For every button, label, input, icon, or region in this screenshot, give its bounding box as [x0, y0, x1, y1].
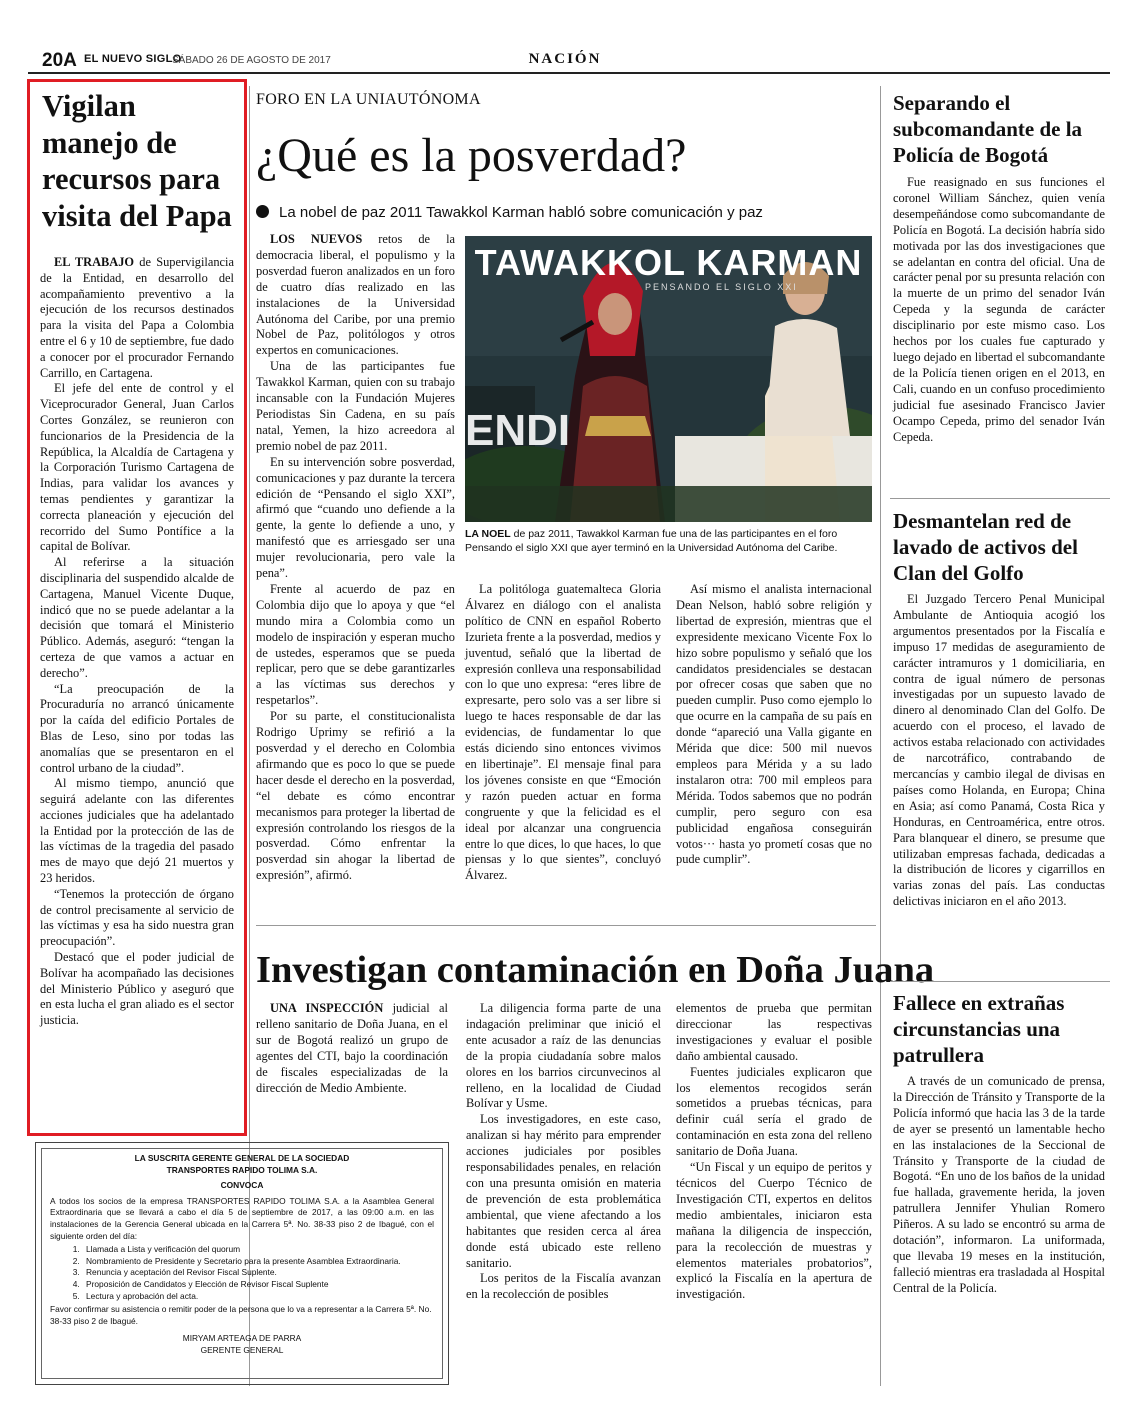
paragraph: “La preocupación de la Procuraduría no arrancó únicamente por la caída del edificio Portales de Blas de Leso, sino por todas las anomalías que se presentaron en el control urbano de la ciudad”. — [40, 681, 234, 775]
paragraph: Fuentes judiciales explicaron que los elementos recogidos serán sometidos a pruebas técnicas, para definir cuál sería el grado de contaminación en esta zona del relleno sanitario de Doña Juana. — [676, 1064, 872, 1159]
legal-notice-ad — [35, 1142, 449, 1385]
right-story2-body — [893, 592, 1105, 910]
story-divider — [256, 925, 876, 926]
event-photo — [465, 236, 872, 522]
main-story-headline: ¿Qué es la posverdad? — [256, 129, 687, 182]
story-divider — [890, 981, 1110, 982]
left-story-body — [40, 255, 234, 1029]
juana-story-headline: Investigan contaminación en Doña Juana — [256, 949, 935, 991]
ad-signer-title: GERENTE GENERAL — [200, 1344, 284, 1355]
photo-side-text: ENDI — [465, 406, 571, 455]
paragraph: elementos de prueba que permitan direccionar las respectivas investigaciones y evaluar el posible daño ambiental causado. — [676, 1001, 872, 1063]
paragraph: A través de un comunicado de prensa, la Dirección de Tránsito y Transporte de la Policía informó que hacia las 3 de la tarde de ayer se presentó un lamentable hecho en las instalaciones de la Seccional de Tránsito y Transporte de la ciudad de Bogotá. “En uno de los baños de la unidad fue hallada, gravemente herida, la joven patrullera Jennifer Yhulian Romero Piñeros. A su lado se encontró su arma de dotación”, informaron. La uniformada, que llevaba 19 meses en la institución, falleció mientras era trasladada al Hospital Central de la Policía. — [893, 1074, 1105, 1295]
paragraph: Al mismo tiempo, anunció que seguirá adelante con las diferentes acciones judiciales que ha adelantado la Entidad por la protección de las de las víctimas de la tragedia del pasado mes de mayo que dejó 21 muertos y 23 heridos. — [40, 776, 234, 886]
ad-title-line2: TRANSPORTES RAPIDO TOLIMA S.A. — [166, 1164, 318, 1175]
right-story3-body — [893, 1074, 1105, 1297]
paragraph: La diligencia forma parte de una indagación preliminar que inició el ente acusador a raíz de las denuncias de la propia ciudadanía sobre malos olores en los barrios circunvecinos al relleno, en la localidad de Ciudad Bolívar y Usme. — [466, 1001, 661, 1111]
story-divider — [890, 498, 1110, 499]
ad-agenda-list — [50, 1244, 442, 1302]
juana-story-col1 — [256, 1001, 448, 1096]
ad-footer: Favor confirmar su asistencia o remitir poder de la persona que lo va a representar a la Carrera 5ª. No. 38-33 piso 2 de Ibagué. — [50, 1304, 432, 1326]
paragraph: Los investigadores, en este caso, analizan si hay mérito para emprender acciones judiciales por posibles responsabilidades penales, en relación con una presunta omisión en materia de prevención de esta problemática ambiental, que viene afectando a los habitantes que residen cerca al área donde está ubicado este relleno sanitario. — [466, 1112, 661, 1270]
lead-in: LOS NUEVOS — [270, 232, 363, 246]
bullet-icon — [256, 205, 269, 218]
right-story1-body — [893, 175, 1105, 445]
ad-agenda-item: 4. Proposición de Candidatos y Elección de Revisor Fiscal Suplente — [82, 1279, 442, 1291]
main-story-col1 — [256, 232, 455, 884]
paragraph: “Un Fiscal y un equipo de peritos y técnicos del Cuerpo Técnico de Investigación CTI, expertos en delitos medio ambientales, iniciaron esta mañana la diligencia de inspección, para la recolección de muestras y elementos materiales probatorios”, explicó la Fiscalía en la apertura de investigación. — [676, 1160, 872, 1302]
publication-date: SÁBADO 26 DE AGOSTO DE 2017 — [172, 55, 331, 66]
ad-signer: MIRYAM ARTEAGA DE PARRA — [182, 1333, 302, 1344]
paragraph: Frente al acuerdo de paz en Colombia dijo que lo apoya y que “el mundo mira a Colombia como un modelo de inspiración y esperan mucho de ustedes, esperamos que se pueda replicar, pero que se debe garantizarles a las víctimas sus derechos y respetarlos”. — [256, 581, 455, 708]
right-story2-headline: Desmantelan red de lavado de activos del Clan del Golfo — [893, 509, 1078, 585]
header-rule — [28, 72, 1110, 74]
paragraph: EL TRABAJO de Supervigilancia de la Entidad, en desarrollo del acompañamiento preventivo a la ejecución de los recursos destinados para la visita del Papa a Colombia entre el 6 y 10 de septiembre, fue dado a conocer por el procurador Fernando Carrillo, en Cartagena. — [40, 255, 234, 380]
column-rule — [880, 86, 881, 1386]
paragraph: Los peritos de la Fiscalía avanzan en la recolección de posibles — [466, 1271, 661, 1302]
paragraph: El Juzgado Tercero Penal Municipal Ambulante de Antioquia acogió los argumentos presentados por la Fiscalía e impuso 17 medidas de aseguramiento de carácter intramuros y 1 domiciliaria, en contra de igual número de personas investigadas por un supuesto lavado de dinero al denominado Clan del Golfo. De acuerdo con el proceso, el lavado de activos estaba relacionado con actividades de narcotráfico, contrabando de mercancías y cambio ilegal de divisas en países como Holanda, en Europa; China en Asia; así como Panamá, Costa Rica y Honduras, en Centroamérica, entre otros. Para blanquear el dinero, se presume que utilizaban empresas fachada, dedicadas a la distribución de licores y cigarrillos en varias zonas del país. Las conductas delictivas iniciaron en el año 2013. — [893, 592, 1105, 909]
juana-story-col2 — [466, 1001, 661, 1303]
ad-agenda-item: 1. Llamada a Lista y verificación del quorum — [82, 1244, 442, 1256]
left-story-headline: Vigilan manejo de recursos para visita del Papa — [42, 89, 232, 233]
caption-lead: LA NOEL — [465, 528, 511, 540]
paragraph: “Tenemos la protección de órgano de control precisamente al servicio de las víctimas y esa ha sido nuestra gran preocupación”. — [40, 886, 234, 949]
main-story-subhead — [256, 204, 876, 221]
ad-agenda-item: 5. Lectura y aprobación del acta. — [82, 1291, 442, 1303]
ad-agenda-item: 3. Renuncia y aceptación del Revisor Fiscal Suplente. — [82, 1267, 442, 1279]
paragraph: En su intervención sobre posverdad, comunicaciones y paz durante la tercera edición de “Pensando el siglo XXI”, afirmó que “cuando uno defiende a la gente, la gente lo defiende a uno, y manifestó que es arriesgado ser una mujer revolucionaria, pero vale la pena”. — [256, 454, 455, 581]
paragraph: Destacó que el poder judicial de Bolívar ha acompañado las decisiones del Ministerio Público y aseguró que en esta lucha el gran aliado es el sector justicia. — [40, 950, 234, 1028]
lead-in: UNA INSPECCIÓN — [270, 1001, 384, 1015]
ad-agenda-item: 2. Nombramiento de Presidente y Secretario para la presente Asamblea Extraordinaria. — [82, 1256, 442, 1268]
paragraph: El jefe del ente de control y el Viceprocurador General, Juan Carlos Cortes González, se reunieron con funcionarios de la Presidencia de la República, la Alcaldía de Cartagena y la Corporación Turismo Cartagena de Indias, para validar los avances y temas pendientes y garantizar la correcta planeación y ejecución del recorrido del Sumo Pontífice a la capital de Bolívar. — [40, 381, 234, 554]
paragraph: Fue reasignado en sus funciones el coronel William Sánchez, quien venía desempeñándose como subcomandante de Policía en Bogotá. La decisión habría sido motivada por las dos investigaciones que se adelantan en contra del oficial. Una de carácter penal por su presunta relación con la muerte de un primo del senador Iván Cepeda y la segunda de carácter disciplinario por este mismo caso. Los hechos por los cuales fue capturado y luego dejado en libertad el subcomandante de la Policía tienen origen en el 2013, en Cali, cuando en un confuso procedimiento judicial fue asesinado Francisco Javier Ocampo Cepeda, primo del senador Iván Cepeda. — [893, 175, 1105, 444]
main-story-col2 — [465, 582, 661, 884]
juana-story-col3 — [676, 1001, 872, 1303]
paragraph: UNA INSPECCIÓN judicial al relleno sanitario de Doña Juana, en el sur de Bogotá realizó un grupo de agentes del CTI, bajo la coordinación de fiscales especializadas de la dirección de Medio Ambiente. — [256, 1001, 448, 1095]
ad-title-line1: LA SUSCRITA GERENTE GENERAL DE LA SOCIEDAD — [134, 1153, 350, 1163]
paragraph: Al referirse a la situación disciplinaria del suspendido alcalde de Cartagena, Manuel Vicente Duque, indicó que no se puede adelantar a la decisión que tomará el Ministerio Público. Además, aseguró: “tengan la certeza de que vamos a actuar en derecho”. — [40, 555, 234, 680]
paragraph: La politóloga guatemalteca Gloria Álvarez en diálogo con el analista político de CNN en español Roberto Izurieta frente a la posverdad, medios y juventud, señaló que la libertad de expresión conlleva una responsabilidad con lo que uno expresa: “eres libre de expresarte, pero solo vas a ser libre si luego te haces responsable de dar las evidencias, de fundamentar lo que estás diciendo sino entonces vivimos en libertinaje”. El mensaje final para los jóvenes consiste en que “Emoción y razón pueden actuar en forma congruente y que la felicidad es el ideal por alcanzar una congruencia entre lo que dices, lo que haces, lo que piensas y lo que sientes”, concluyó Álvarez. — [465, 582, 661, 883]
ad-convoca: CONVOCA — [220, 1180, 264, 1191]
paragraph: Por su parte, el constitucionalista Rodrigo Uprimy se refirió a la posverdad y el derecho en Colombia afirmando que es poco lo que se puede hacer desde el derecho en la posverdad, “el debate es cómo encontrar mecanismos para proteger la libertad de expresión controlando los riesgos de la posverdad. Cómo enfrentar la posverdad sin ahogar la libertad de expresión”, afirmó. — [256, 709, 455, 883]
page-number: 20A — [42, 50, 77, 71]
ad-body: A todos los socios de la empresa TRANSPORTES RAPIDO TOLIMA S.A. a la Asamblea General Extraordinaria que se llevará a cabo el día 5 de septiembre de 2017, a las 09:00 a.m. en las instalaciones de la Gerencia General ubicada en la Carrera 5ª. No. 38-33 piso 2 de Ibagué, con el siguiente orden del día: — [50, 1195, 434, 1241]
lead-in: EL TRABAJO — [54, 255, 135, 269]
paragraph: Así mismo el analista internacional Dean Nelson, habló sobre religión y libertad de expresión, mientras que el expresidente mexicano Vicente Fox lo hizo sobre populismo y señaló que los candidatos presidenciales se destacan por ofrecer cosas que saben que no pueden cumplir. Puso como ejemplo lo que ocurre en la campaña de su país en donde “apareció una Valla gigante en Mérida que dice: 500 mil nuevos empleos para Mérida y a su lado instalaron otra: 700 mil empleos para Mérida. Todos sabemos que no podrán cumplir, pero seguro con esa publicidad engañosa conseguirán votos··· hasta yo prometí cosas que no pude cumplir”. — [676, 582, 872, 867]
right-story1-headline: Separando el subcomandante de la Policía de Bogotá — [893, 91, 1083, 167]
main-story-kicker: FORO EN LA UNIAUTÓNOMA — [256, 91, 481, 108]
newspaper-name: EL NUEVO SIGLO — [84, 53, 182, 65]
paragraph: LOS NUEVOS retos de la democracia liberal, el populismo y la posverdad fueron analizados en un foro de cuatro días realizado en las instalaciones de la Universidad Autónoma del Caribe, por una premio Nobel de Paz, politólogos y otros expertos en comunicaciones. — [256, 232, 456, 358]
paragraph: Una de las participantes fue Tawakkol Karman, quien con su trabajo incansable con la Fundación Mujeres Periodistas Sin Cadena, en su país natal, Yemen, la hizo acreedora al premio nobel de paz 2011. — [256, 359, 455, 453]
main-story-col3 — [676, 582, 872, 868]
subhead-text: La nobel de paz 2011 Tawakkol Karman habló sobre comunicación y paz — [279, 204, 763, 221]
caption-text: de paz 2011, Tawakkol Karman fue una de las participantes en el foro Pensando el siglo XXI que ayer terminó en la Universidad Autónoma del Caribe. — [465, 528, 838, 554]
photo-caption — [465, 527, 870, 555]
section-title: NACIÓN — [528, 51, 602, 67]
photo-banner-subtext: PENSANDO EL SIGLO XXI — [645, 282, 798, 292]
right-story3-headline: Fallece en extrañas circunstancias una patrullera — [893, 991, 1065, 1067]
photo-banner-text: TAWAKKOL KARMAN — [474, 242, 863, 283]
